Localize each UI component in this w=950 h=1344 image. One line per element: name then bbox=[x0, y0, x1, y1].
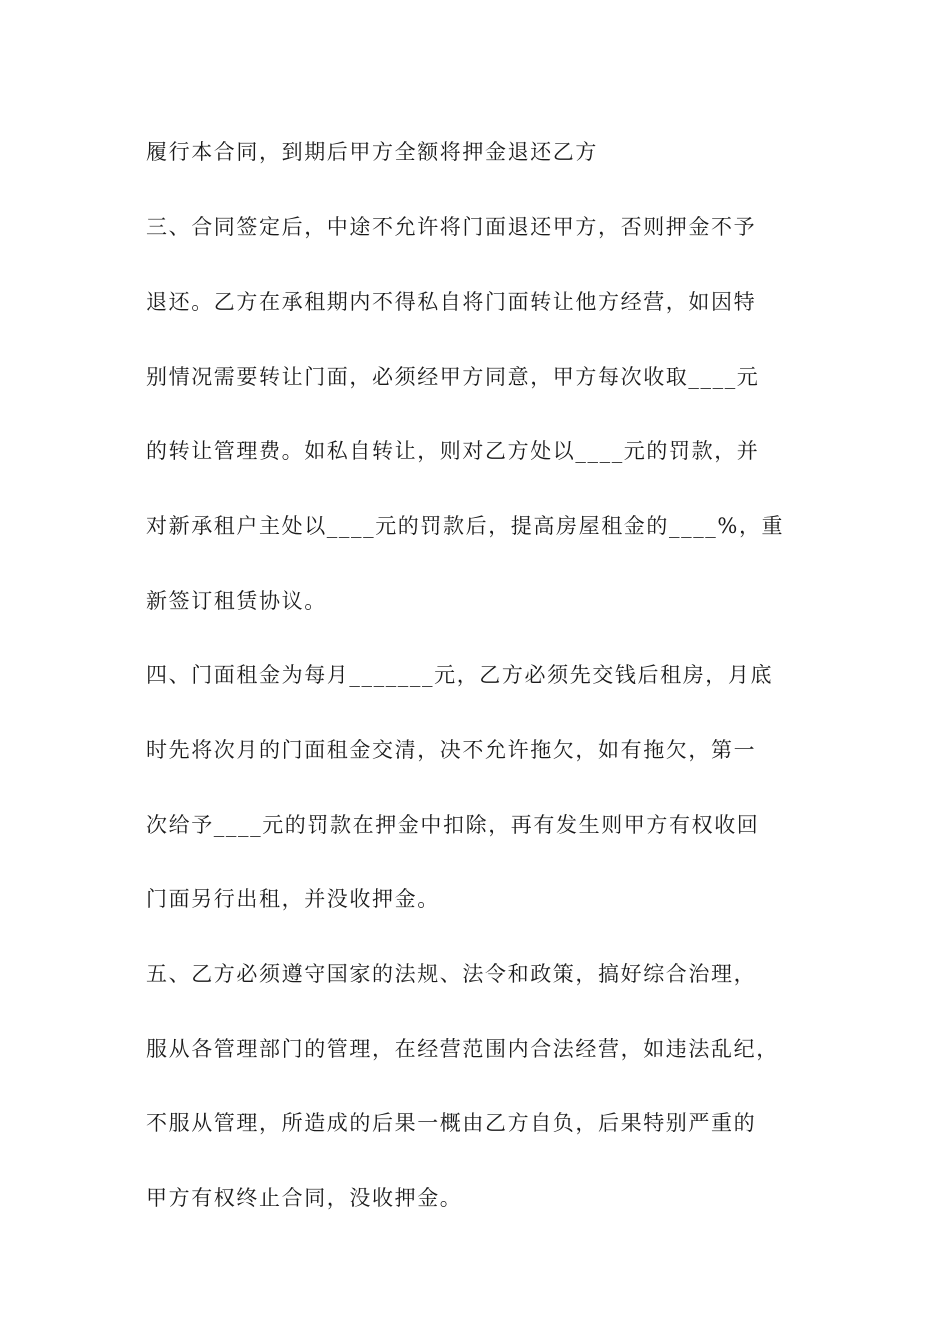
text-line: 甲方有权终止合同，没收押金。 bbox=[146, 1186, 463, 1210]
text-line: 三、合同签定后，中途不允许将门面退还甲方，否则押金不予 bbox=[146, 215, 757, 239]
text-line: 五、乙方必须遵守国家的法规、法令和政策，搞好综合治理， bbox=[146, 962, 757, 986]
text-line: 别情况需要转让门面，必须经甲方同意，甲方每次收取____元 bbox=[146, 365, 760, 389]
text-line: 服从各管理部门的管理，在经营范围内合法经营，如违法乱纪， bbox=[146, 1037, 779, 1061]
text-line: 对新承租户主处以____元的罚款后，提高房屋租金的____%，重 bbox=[146, 514, 785, 538]
text-line: 退还。乙方在承租期内不得私自将门面转让他方经营，如因特 bbox=[146, 290, 757, 314]
text-line: 新签订租赁协议。 bbox=[146, 589, 327, 613]
text-line: 不服从管理，所造成的后果一概由乙方自负，后果特别严重的 bbox=[146, 1111, 757, 1135]
text-line: 时先将次月的门面租金交清，决不允许拖欠，如有拖欠，第一 bbox=[146, 738, 757, 762]
text-line: 门面另行出租，并没收押金。 bbox=[146, 887, 440, 911]
text-line: 次给予____元的罚款在押金中扣除，再有发生则甲方有权收回 bbox=[146, 813, 760, 837]
text-line: 的转让管理费。如私自转让，则对乙方处以____元的罚款，并 bbox=[146, 439, 760, 463]
text-line: 四、门面租金为每月_______元，乙方必须先交钱后租房，月底 bbox=[146, 663, 774, 687]
text-line: 履行本合同，到期后甲方全额将押金退还乙方 bbox=[146, 140, 598, 164]
